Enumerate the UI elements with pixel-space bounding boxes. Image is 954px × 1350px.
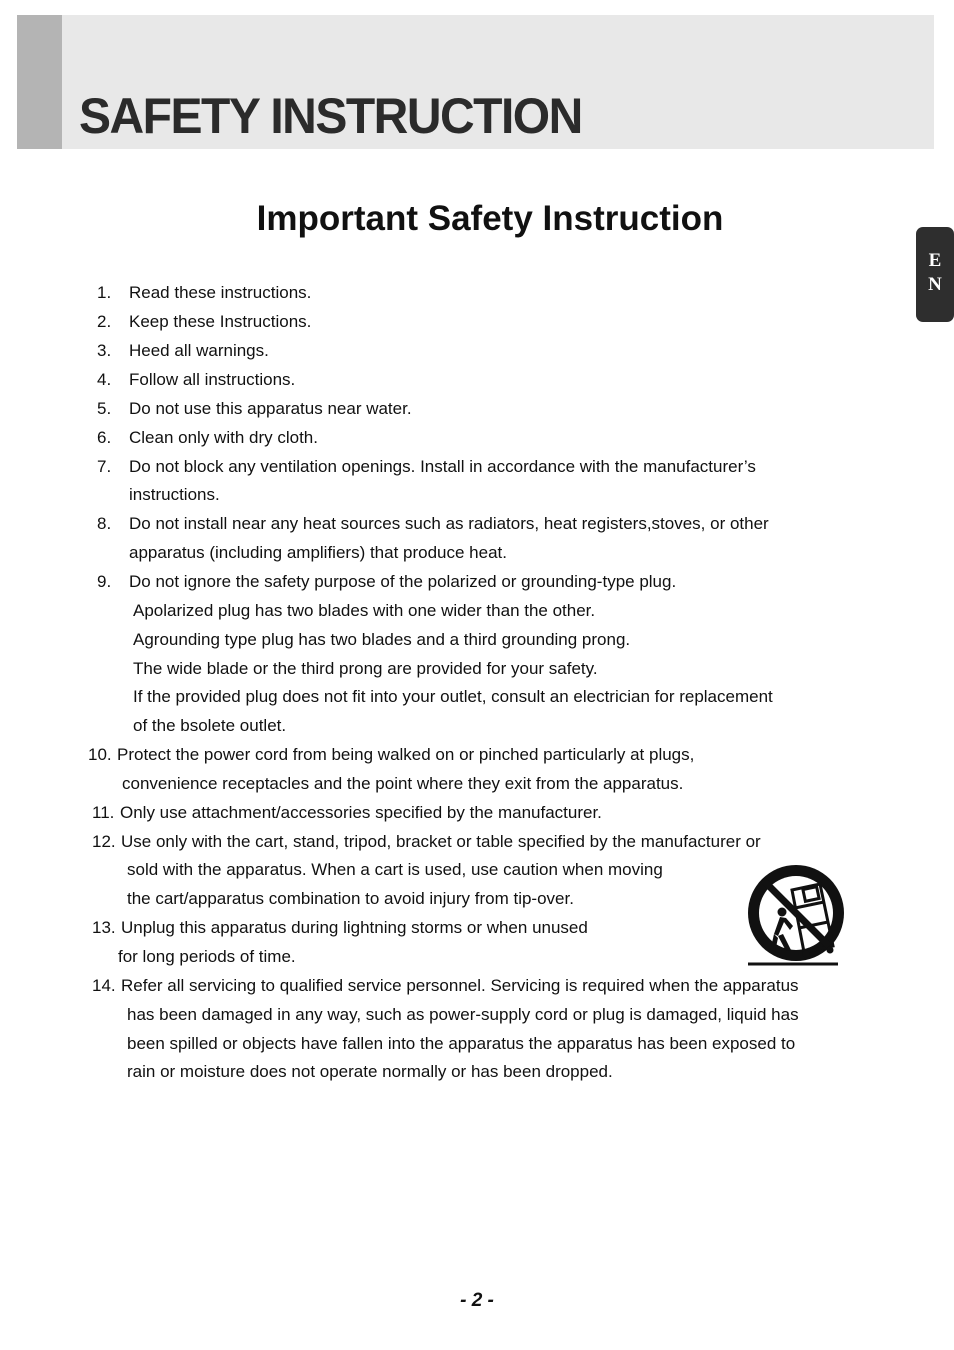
header-accent-bar: [17, 15, 62, 149]
page-number: - 2 -: [460, 1290, 494, 1311]
list-item-continuation: rain or moisture does not operate normally or has been dropped.: [127, 1062, 613, 1081]
list-item-continuation: for long periods of time.: [118, 947, 296, 966]
list-item-continuation: of the bsolete outlet.: [133, 716, 287, 735]
page-title: Important Safety Instruction: [256, 199, 724, 238]
list-item-continuation: Apolarized plug has two blades with one wider than the other.: [133, 601, 596, 620]
cart-tip-over-warning-icon: [740, 860, 852, 970]
list-item-continuation: sold with the apparatus. When a cart is used, use caution when moving: [127, 860, 663, 879]
list-item-continuation: Agrounding type plug has two blades and a third grounding prong.: [133, 630, 631, 649]
list-item-continuation: convenience receptacles and the point where they exit from the apparatus.: [122, 774, 684, 793]
language-tab[interactable]: [916, 227, 954, 322]
list-item-continuation: The wide blade or the third prong are provided for your safety.: [133, 659, 598, 678]
header-title: SAFETY INSTRUCTION: [79, 89, 582, 145]
list-item-continuation: instructions.: [129, 485, 220, 504]
language-tab-letter: N: [928, 274, 942, 295]
list-item-continuation: has been damaged in any way, such as power-supply cord or plug is damaged, liquid has: [127, 1005, 799, 1024]
language-tab-letter: E: [928, 250, 942, 271]
list-item-continuation: been spilled or objects have fallen into the apparatus the apparatus has been exposed to: [127, 1034, 796, 1053]
list-item-continuation: If the provided plug does not fit into your outlet, consult an electrician for replacement: [133, 687, 773, 706]
list-item-continuation: the cart/apparatus combination to avoid injury from tip-over.: [127, 889, 574, 908]
list-item-continuation: apparatus (including amplifiers) that produce heat.: [129, 543, 507, 562]
